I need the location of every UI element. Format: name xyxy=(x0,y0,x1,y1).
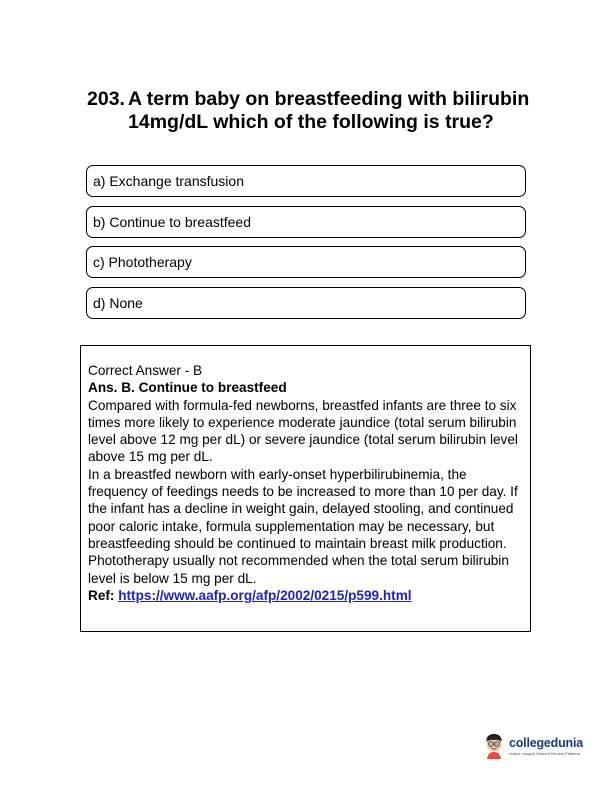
options-list xyxy=(86,165,526,327)
mascot-icon xyxy=(482,732,506,760)
reference-line xyxy=(88,587,524,604)
option-c[interactable]: c) Phototherapy xyxy=(86,246,526,278)
brand-tagline: India's Largest Student Review Platform xyxy=(509,750,581,756)
question-text: A term baby on breastfeeding with bilirubin 14mg/dL which of the following is true? xyxy=(128,88,530,133)
option-b[interactable]: b) Continue to breastfeed xyxy=(86,206,526,238)
collegedunia-logo xyxy=(482,732,583,760)
option-d[interactable]: d) None xyxy=(86,287,526,319)
question-heading xyxy=(87,88,532,134)
answer-explanation-box xyxy=(80,345,531,632)
reference-link[interactable]: https://www.aafp.org/afp/2002/0215/p599.html xyxy=(118,587,412,603)
option-a[interactable]: a) Exchange transfusion xyxy=(86,165,526,197)
reference-label: Ref: xyxy=(88,587,119,603)
correct-answer-line: Correct Answer - B xyxy=(88,363,203,378)
explanation-paragraph-2: In a breastfed newborn with early-onset hyperbilirubinemia, the frequency of feedings needs to be increased to more than 10 per day. If the infant has a decline in weight gain, delayed stooling, and continued poor caloric intake, formula supplementation may be necessary, but breastfeeding should be continued to maintain breast milk production. xyxy=(88,466,518,551)
brand-name: collegedunia xyxy=(509,735,584,750)
answer-title: Ans. B. Continue to breastfeed xyxy=(88,380,287,396)
explanation-paragraph-3: Phototherapy usually not recommended when the total serum bilirubin level is below 15 mg per dL. xyxy=(88,553,509,586)
explanation-paragraph-1: Compared with formula-fed newborns, breastfed infants are three to six times more likely to experience moderate jaundice (total serum bilirubin level above 12 mg per dL) or severe jaundice (total serum bilirubin level above 15 mg per dL. xyxy=(88,397,518,465)
question-number: 203. xyxy=(87,88,125,110)
brand-text xyxy=(509,737,583,756)
